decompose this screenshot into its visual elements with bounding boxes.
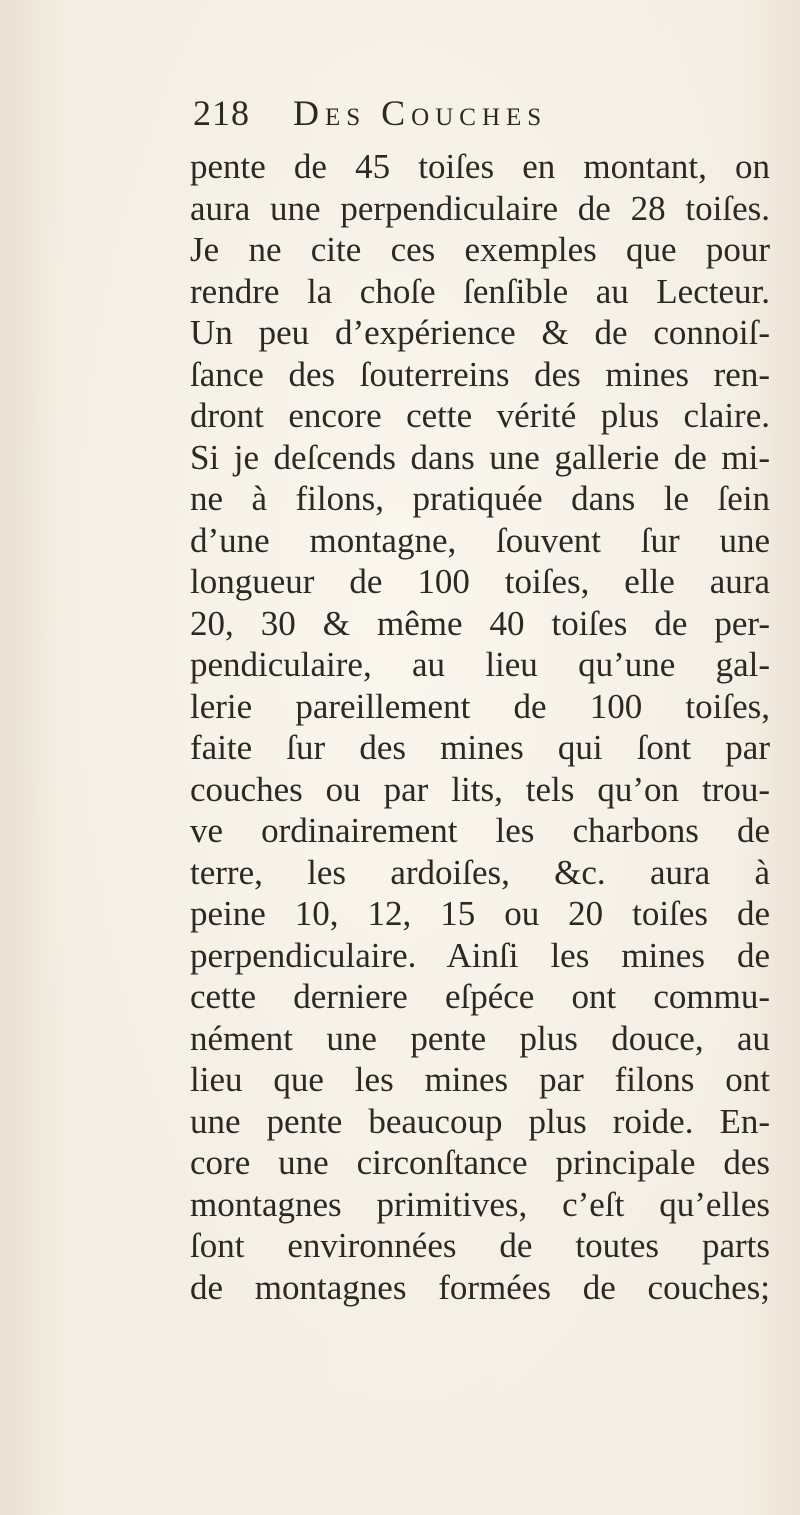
text-line: ne à filons, pratiquée dans le ſein — [190, 479, 770, 518]
text-line: de montagnes formées de couches; — [190, 1267, 770, 1307]
text-line: longueur de 100 toiſes, elle aura — [190, 562, 770, 601]
text-line: rendre la choſe ſenſible au Lecteur. — [190, 271, 770, 311]
text-line: core une circonſtance principale des — [190, 1143, 770, 1182]
text-line: pente de 45 toiſes en montant, on — [190, 147, 770, 186]
text-line: Je ne cite ces exemples que pour — [190, 230, 770, 269]
text-line: peine 10, 12, 15 ou 20 toiſes de — [190, 894, 770, 933]
text-line: couches ou par lits, tels qu’on trou- — [190, 769, 770, 809]
text-line: 20, 30 & même 40 toiſes de per- — [190, 603, 770, 643]
text-line: Un peu d’expérience & de connoiſ- — [190, 313, 770, 352]
text-line: cette derniere eſpéce ont commu- — [190, 977, 770, 1016]
text-line: lerie pareillement de 100 toiſes, — [190, 686, 770, 726]
text-line: dront encore cette vérité plus claire. — [190, 396, 770, 435]
running-title: Des Couches — [293, 93, 548, 133]
text-line: ſont environnées de toutes parts — [190, 1226, 770, 1265]
running-head — [193, 92, 623, 148]
text-line: nément une pente plus douce, au — [190, 1018, 770, 1058]
text-line: faite ſur des mines qui ſont par — [190, 728, 770, 767]
text-line: perpendiculaire. Ainſi les mines de — [190, 935, 770, 975]
text-line: d’une montagne, ſouvent ſur une — [190, 520, 770, 560]
text-line: Si je deſcends dans une gallerie de mi- — [190, 437, 770, 477]
text-line: terre, les ardoiſes, &c. aura à — [190, 852, 770, 892]
text-line: ve ordinairement les charbons de — [190, 811, 770, 850]
text-line: ſance des ſouterreins des mines ren- — [190, 354, 770, 394]
body-text — [190, 146, 790, 1308]
text-line: aura une perpendiculaire de 28 toiſes. — [190, 188, 770, 228]
text-line: pendiculaire, au lieu qu’une gal- — [190, 645, 770, 684]
text-line: une pente beaucoup plus roide. En- — [190, 1101, 770, 1141]
page-number: 218 — [193, 93, 250, 133]
text-line: lieu que les mines par filons ont — [190, 1060, 770, 1099]
text-line: montagnes primitives, c’eſt qu’elles — [190, 1184, 770, 1224]
